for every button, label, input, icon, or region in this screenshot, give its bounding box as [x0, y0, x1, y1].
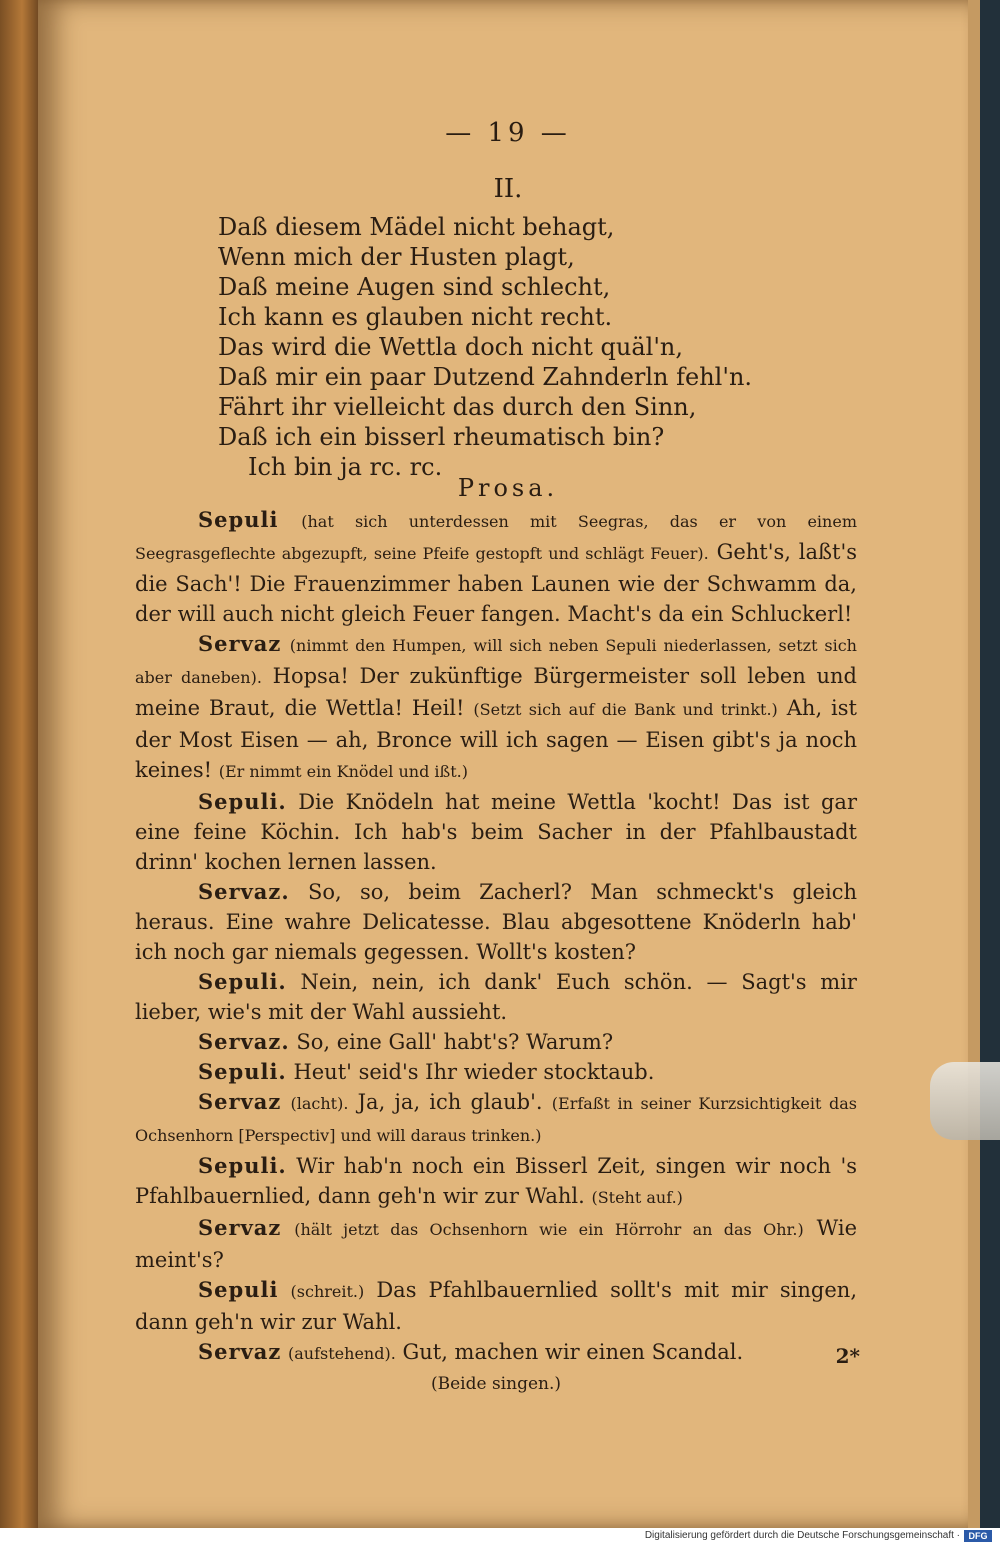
dialogue-paragraph [135, 1057, 857, 1087]
speaker-name: Sepuli. [198, 1153, 287, 1178]
dialogue-text: Heut' seid's Ihr wieder stocktaub. [293, 1060, 655, 1084]
dialogue-text: Das Pfahlbauernlied sollt's mit mir singen, dann geh'n wir zur Wahl. [135, 1278, 857, 1334]
verse-line: Daß diesem Mädel nicht behagt, [218, 213, 615, 241]
dialogue-paragraph [135, 1151, 857, 1213]
dialogue-text: Hopsa! Der zukünftige Bürgermeister soll leben und meine Braut, die Wettla! Heil! [135, 664, 857, 720]
speaker-name: Sepuli [198, 507, 279, 532]
verse-line: Ich bin ja rc. rc. [248, 453, 443, 481]
closing-stage-direction: (Beide singen.) [430, 1374, 561, 1394]
speaker-name: Sepuli [198, 1277, 279, 1302]
dialogue-paragraph [135, 787, 857, 877]
speaker-name: Servaz [198, 631, 282, 656]
dialogue-paragraph [135, 1087, 857, 1151]
verse-line: Das wird die Wettla doch nicht quäl'n, [218, 333, 683, 361]
speaker-name: Sepuli. [198, 789, 287, 814]
book-page [38, 0, 978, 1528]
speaker-name: Servaz. [198, 1029, 290, 1054]
dialogue-paragraph [135, 629, 857, 787]
stage-direction: (Setzt sich auf die Bank und trinkt.) [473, 700, 778, 719]
dialogue-paragraph [135, 1213, 857, 1275]
stage-direction: (aufstehend). [288, 1344, 396, 1363]
dialogue-text: So, eine Gall' habt's? Warum? [296, 1030, 614, 1054]
verse-line: Daß ich ein bisserl rheumatisch bin? [218, 423, 665, 451]
speaker-name: Servaz. [198, 879, 290, 904]
stage-direction: (Er nimmt ein Knödel und ißt.) [218, 762, 468, 781]
speaker-name: Servaz [198, 1089, 282, 1114]
dialogue-text: Ah, ist der Most Eisen — ah, Bronce will ich sagen — Eisen gibt's ja noch keines! [135, 696, 857, 782]
dialogue-paragraph [135, 877, 857, 967]
dialogue-paragraph [135, 1275, 857, 1337]
stage-direction: (hält jetzt das Ochsenhorn wie ein Hörrohr an das Ohr.) [294, 1220, 804, 1239]
dialogue-text: Gut, machen wir einen Scandal. [402, 1340, 744, 1364]
dialogue-text: So, so, beim Zacherl? Man schmeckt's gleich heraus. Eine wahre Delicatesse. Blau abgesottene Knöderln hab' ich noch gar niemals gegessen. Wollt's kosten? [135, 880, 857, 964]
dfg-logo-icon: DFG [964, 1530, 992, 1542]
dialogue-paragraph [135, 967, 857, 1027]
stage-direction: (hat sich unterdessen mit Seegras, das er von einem Seegrasgeflechte abgezupft, seine Pfeife gestopft und schlägt Feuer). [135, 512, 857, 563]
dialogue-text: Wie meint's? [135, 1216, 857, 1272]
prosa-heading: Prosa. [457, 474, 559, 502]
page-right-edge [968, 0, 980, 1528]
left-page-edge [0, 0, 40, 1528]
speaker-name: Servaz [198, 1215, 282, 1240]
dialogue-text: Die Knödeln hat meine Wettla 'kocht! Das ist gar eine feine Köchin. Ich hab's beim Sacher in der Pfahlbaustadt drinn' kochen lernen lassen. [135, 790, 857, 874]
verse-line: Ich kann es glauben nicht recht. [218, 303, 613, 331]
signature-mark: 2* [835, 1344, 860, 1368]
dialogue-paragraph [135, 1027, 857, 1057]
section-number: II. [493, 174, 523, 204]
speaker-name: Sepuli. [198, 1059, 287, 1084]
dialogue-text: Nein, nein, ich dank' Euch schön. — Sagt's mir lieber, wie's mit der Wahl aussieht. [135, 970, 857, 1024]
footer-credit: Digitalisierung gefördert durch die Deutsche Forschungsgemeinschaft · [644, 1530, 960, 1541]
verse-line: Fährt ihr vielleicht das durch den Sinn, [218, 393, 697, 421]
stage-direction: (Steht auf.) [591, 1188, 683, 1207]
verse-line: Daß meine Augen sind schlecht, [218, 273, 611, 301]
stage-direction: (lacht). [290, 1094, 349, 1113]
dialogue-text: Wir hab'n noch ein Bisserl Zeit, singen wir noch 's Pfahlbauernlied, dann geh'n wir zur Wahl. [135, 1154, 857, 1208]
verse-line: Daß mir ein paar Dutzend Zahnderln fehl'n. [218, 363, 753, 391]
speaker-name: Sepuli. [198, 969, 287, 994]
stage-direction: (Erfaßt in seiner Kurzsichtigkeit das Ochsenhorn [Perspectiv] und will daraus trinken.) [135, 1094, 857, 1145]
page-number: — 19 — [445, 118, 571, 148]
dialogue-paragraph [135, 505, 857, 629]
verse-line: Wenn mich der Husten plagt, [218, 243, 575, 271]
prose-block [135, 505, 857, 1399]
stage-direction: (nimmt den Humpen, will sich neben Sepuli niederlassen, setzt sich aber daneben). [135, 636, 857, 687]
dialogue-text: Geht's, laßt's die Sach'! Die Frauenzimmer haben Launen wie der Schwamm da, der will auch nicht gleich Feuer fangen. Macht's da ein Schluckerl! [135, 540, 857, 626]
scan-clip-tab [930, 1062, 1000, 1140]
verse-block [218, 212, 752, 482]
dialogue-text: Ja, ja, ich glaub'. [357, 1090, 543, 1114]
stage-direction: (schreit.) [290, 1282, 365, 1301]
speaker-name: Servaz [198, 1339, 282, 1364]
